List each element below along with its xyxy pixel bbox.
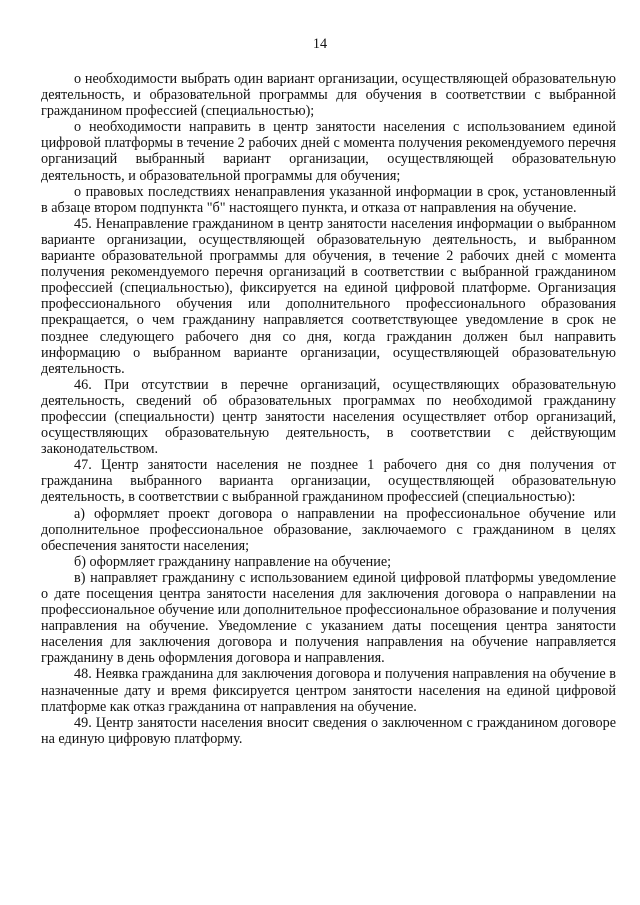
paragraph-clause-47: 47. Центр занятости населения не позднее 1 рабочего дня со дня получения от гражданина выбранного варианта организации, осуществляющей образовательную деятельность, в соответствии с выбранной гражданином профессией (специальностью):: [41, 457, 616, 506]
paragraph-send-choice: о необходимости направить в центр занятости населения с использованием единой цифровой платформы в течение 2 рабочих дней с момента получения рекомендуемого перечня организаций выбранный вариант организации, осуществляющей образовательную деятельность, и образовательной программы для обучения;: [41, 119, 616, 184]
document-body: [41, 71, 616, 747]
paragraph-clause-47-v: в) направляет гражданину с использованием единой цифровой платформы уведомление о дате посещения центра занятости населения для заключения договора о направлении на профессиональное обучение или дополнительное профессиональное образование и получения направления на обучение. Уведомление с указанием даты посещения центра занятости населения для заключения договора и получения направления на обучение направляется гражданину в день оформления договора и направления.: [41, 569, 616, 667]
paragraph-clause-49: 49. Центр занятости населения вносит сведения о заключенном с гражданином договоре на единую цифровую платформу.: [41, 714, 616, 747]
paragraph-clause-45: 45. Ненаправление гражданином в центр занятости населения информации о выбранном варианте организации, осуществляющей образовательную деятельность, и выбранном варианте образовательной программы для обучения, в течение 2 рабочих дней с момента получения рекомендуемого перечня организаций в соответствии с выбранной гражданином профессией (специальностью), фиксируется на единой цифровой платформе. Организация профессионального обучения или дополнительного профессионального образования прекращается, о чем гражданину направляется соответствующее уведомление в срок не позднее следующего рабочего дня со дня, когда гражданин должен был направить информацию о выбранном варианте организации, осуществляющей образовательную деятельность.: [41, 215, 616, 377]
paragraph-clause-47-b: б) оформляет гражданину направление на обучение;: [74, 553, 392, 570]
paragraph-legal-consequences: о правовых последствиях ненаправления указанной информации в срок, установленный в абзаце втором подпункта "б" настоящего пункта, и отказа от направления на обучение.: [41, 183, 616, 216]
paragraph-clause-47-a: а) оформляет проект договора о направлении на профессиональное обучение или дополнительное профессиональное образование, заключаемого с гражданином в целях обеспечения занятости населения;: [41, 505, 616, 554]
paragraph-clause-46: 46. При отсутствии в перечне организаций, осуществляющих образовательную деятельность, сведений об образовательных программах по необходимой гражданину профессии (специальности) центр занятости населения осуществляет отбор организаций, осуществляющих образовательную деятельность, в соответствии с действующим законодательством.: [41, 376, 616, 458]
page-number: 14: [312, 36, 328, 52]
paragraph-choose-option: о необходимости выбрать один вариант организации, осуществляющей образовательную деятельность, и образовательной программы для обучения в соответствии с выбранной гражданином профессией (специальностью);: [41, 71, 616, 120]
paragraph-clause-48: 48. Неявка гражданина для заключения договора и получения направления на обучение в назначенные дату и время фиксируется центром занятости населения на единой цифровой платформе как отказ гражданина от направления на обучение.: [41, 666, 616, 715]
